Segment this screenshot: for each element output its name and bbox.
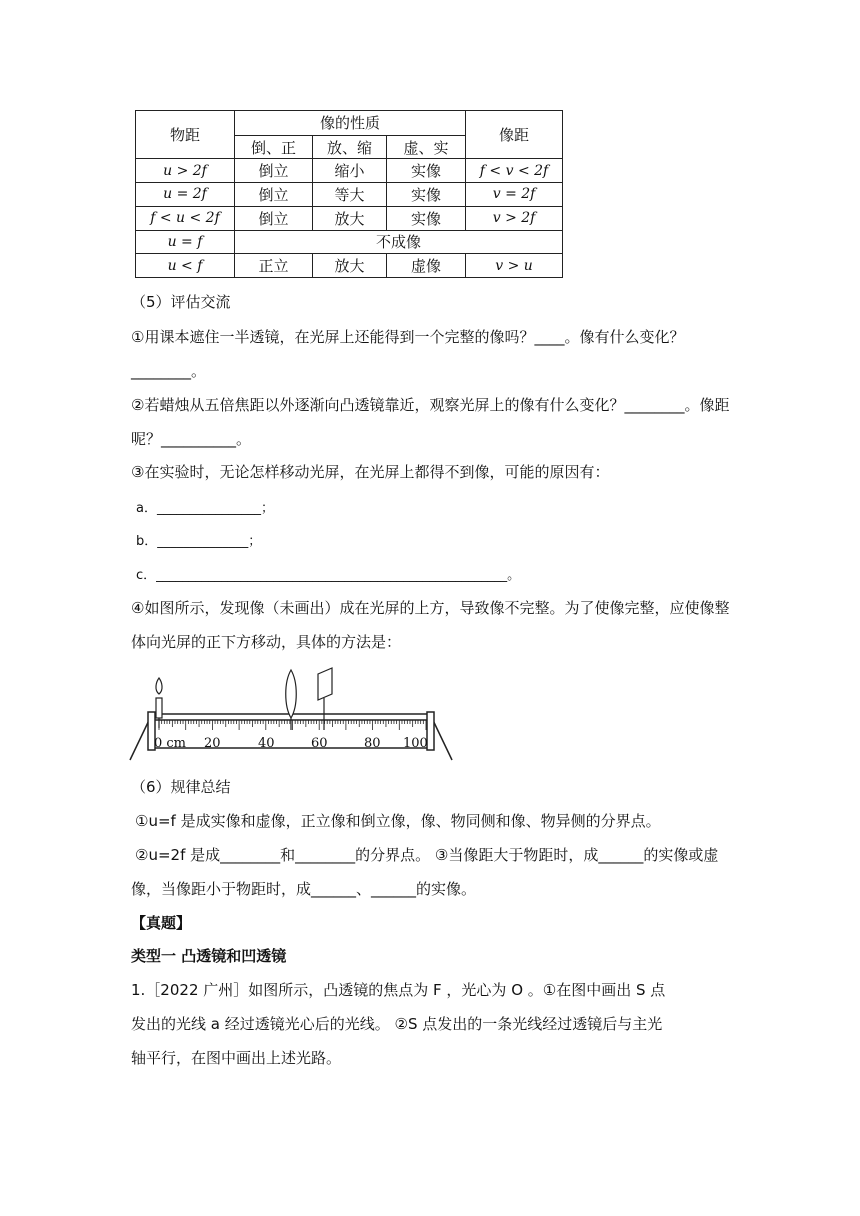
cell-size: 等大 — [313, 183, 387, 207]
cell-size: 放大 — [313, 254, 387, 278]
rule-2-line2: 像，当像距小于物距时，成______、______的实像。 — [131, 880, 477, 898]
cell-u: u < f — [136, 254, 235, 278]
question-3: ③在实验时，无论怎样移动光屏，在光屏上都得不到像，可能的原因有： — [131, 463, 610, 481]
reason-b: b．______________； — [136, 534, 262, 549]
cell-v: v > u — [466, 254, 563, 278]
cell-type: 实像 — [387, 206, 466, 230]
problem-1-line1: 1.［2022 广州］如图所示，凸透镜的焦点为 F ，光心为 O 。①在图中画出 S 点 — [131, 981, 666, 999]
cell-u: u = f — [136, 230, 235, 254]
table-row — [136, 254, 563, 278]
cell-size: 缩小 — [313, 159, 387, 183]
table-row — [136, 230, 563, 254]
lens-imaging-table — [135, 110, 563, 278]
cell-v: f < v < 2f — [466, 159, 563, 183]
cell-orientation: 正立 — [235, 254, 313, 278]
cell-v: v > 2f — [466, 206, 563, 230]
rule-2-line1: ②u=2f 是成________和________的分界点。 ③当像距大于物距时，成______的实像或虚 — [135, 846, 719, 864]
problem-1-line3: 轴平行，在图中画出上述光路。 — [131, 1049, 342, 1067]
problem-1-line2: 发出的光线 a 经过透镜光心后的光线。 ②S 点发出的一条光线经过透镜后与主光 — [131, 1015, 663, 1033]
real-questions-heading: 【真题】 — [131, 914, 192, 932]
scale-label-100: 100 — [403, 736, 428, 751]
candle-body — [156, 698, 162, 718]
table-row — [136, 206, 563, 230]
candle-flame-icon — [156, 678, 162, 694]
cell-type: 虚像 — [387, 254, 466, 278]
subheader-orientation: 倒、正 — [235, 135, 313, 159]
optical-bench-figure — [128, 660, 454, 764]
cell-type: 实像 — [387, 159, 466, 183]
cell-u: u = 2f — [136, 183, 235, 207]
rule-1: ①u=f 是成实像和虚像，正立像和倒立像，像、物同侧和像、物异侧的分界点。 — [135, 812, 661, 830]
screen-panel — [318, 668, 332, 700]
scale-label-0: 0 cm — [154, 736, 187, 751]
scale-label-20: 20 — [204, 736, 221, 751]
table-row — [136, 159, 563, 183]
scale-label-80: 80 — [364, 736, 381, 751]
question-1-line1: ①用课本遮住一半透镜，在光屏上还能得到一个完整的像吗？____。像有什么变化？ — [131, 328, 685, 346]
question-2-line1: ②若蜡烛从五倍焦距以外逐渐向凸透镜靠近，观察光屏上的像有什么变化？________。像距 — [131, 396, 730, 414]
scale-label-40: 40 — [258, 736, 275, 751]
table-row — [136, 183, 563, 207]
cell-size: 放大 — [313, 206, 387, 230]
cell-orientation: 倒立 — [235, 183, 313, 207]
rail-right-stop — [427, 712, 434, 750]
cell-v: v = 2f — [466, 183, 563, 207]
cell-u: u > 2f — [136, 159, 235, 183]
question-1-line2: ________。 — [131, 362, 207, 380]
header-image-distance: 像距 — [466, 111, 563, 159]
header-object-distance: 物距 — [136, 111, 235, 159]
cell-no-image: 不成像 — [235, 230, 563, 254]
reason-c: c．______________________________________________________。 — [136, 568, 521, 583]
cell-orientation: 倒立 — [235, 159, 313, 183]
section5-title: （5）评估交流 — [131, 293, 231, 311]
question-4-line2: 体向光屏的正下方移动，具体的方法是： — [131, 633, 402, 651]
subheader-size: 放、缩 — [313, 135, 387, 159]
cell-orientation: 倒立 — [235, 206, 313, 230]
type-1-heading: 类型一 凸透镜和凹透镜 — [131, 947, 287, 965]
question-4-line1: ④如图所示，发现像（未画出）成在光屏的上方，导致像不完整。为了使像完整，应使像整 — [131, 599, 730, 617]
section6-title: （6）规律总结 — [131, 778, 231, 796]
cell-u: f < u < 2f — [136, 206, 235, 230]
scale-label-60: 60 — [311, 736, 328, 751]
header-image-nature: 像的性质 — [235, 111, 466, 136]
subheader-type: 虚、实 — [387, 135, 466, 159]
cell-type: 实像 — [387, 183, 466, 207]
reason-a: a．________________； — [136, 501, 274, 516]
lens-shape — [286, 670, 297, 718]
question-2-line2: 呢？__________。 — [131, 430, 252, 448]
